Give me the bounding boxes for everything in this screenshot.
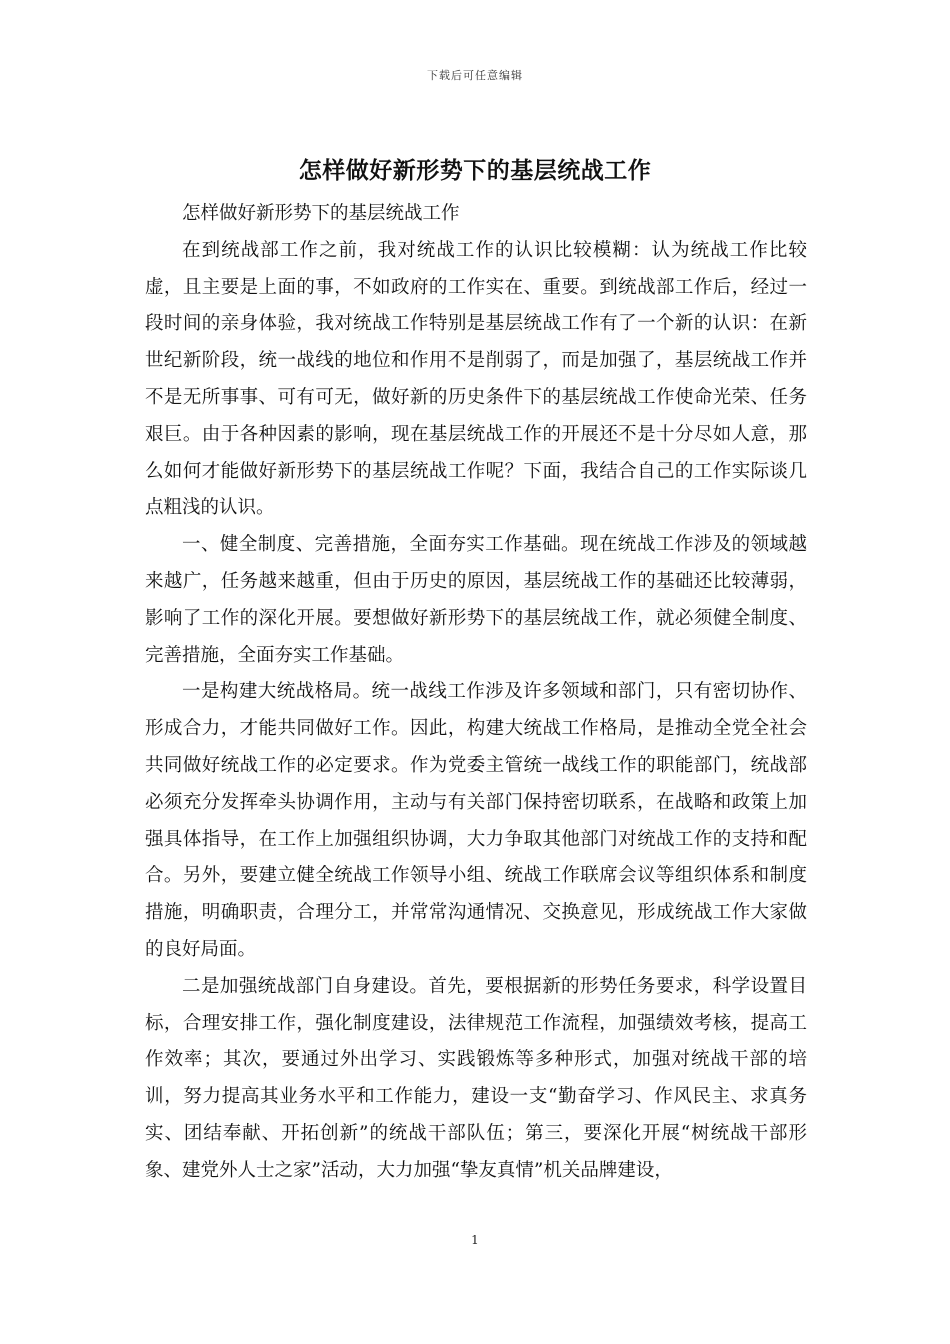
document-title: 怎样做好新形势下的基层统战工作 [298,157,652,184]
page-header-note: 下载后可任意编辑 [427,69,523,82]
subtitle-paragraph: 怎样做好新形势下的基层统战工作 [182,203,460,224]
document-body [145,196,807,1190]
section-one-paragraph: 一、健全制度、完善措施，全面夯实工作基础。现在统战工作涉及的领域越来越广，任务越来越重，但由于历史的原因，基层统战工作的基础还比较薄弱，影响了工作的深化开展。要想做好新形势下的基层统战工作，就必须健全制度、完善措施，全面夯实工作基础。 [145,534,807,666]
page-number: 1 [471,1233,479,1247]
point-one-paragraph: 一是构建大统战格局。统一战线工作涉及许多领域和部门，只有密切协作、形成合力，才能共同做好工作。因此，构建大统战工作格局，是推动全党全社会共同做好统战工作的必定要求。作为党委主管统一战线工作的职能部门，统战部必须充分发挥牵头协调作用，主动与有关部门保持密切联系，在战略和政策上加强具体指导，在工作上加强组织协调，大力争取其他部门对统战工作的支持和配合。另外，要建立健全统战工作领导小组、统战工作联席会议等组织体系和制度措施，明确职责，合理分工，并常常沟通情况、交换意见，形成统战工作大家做的良好局面。 [145,681,807,960]
intro-paragraph: 在到统战部工作之前，我对统战工作的认识比较模糊：认为统战工作比较虚，且主要是上面的事，不如政府的工作实在、重要。到统战部工作后，经过一段时间的亲身体验，我对统战工作特别是基层统战工作有了一个新的认识：在新世纪新阶段，统一战线的地位和作用不是削弱了，而是加强了，基层统战工作并不是无所事事、可有可无，做好新的历史条件下的基层统战工作使命光荣、任务艰巨。由于各种因素的影响，现在基层统战工作的开展还不是十分尽如人意，那么如何才能做好新形势下的基层统战工作呢？下面，我结合自己的工作实际谈几点粗浅的认识。 [145,239,807,519]
point-two-paragraph: 二是加强统战部门自身建设。首先，要根据新的形势任务要求，科学设置目标，合理安排工作，强化制度建设，法律规范工作流程，加强绩效考核，提高工作效率；其次，要通过外出学习、实践锻炼等多种形式，加强对统战干部的培训，努力提高其业务水平和工作能力，建设一支“勤奋学习、作风民主、求真务实、团结奉献、开拓创新”的统战干部队伍；第三，要深化开展“树统战干部形象、建党外人士之家”活动，大力加强“挚友真情”机关品牌建设， [145,975,807,1181]
